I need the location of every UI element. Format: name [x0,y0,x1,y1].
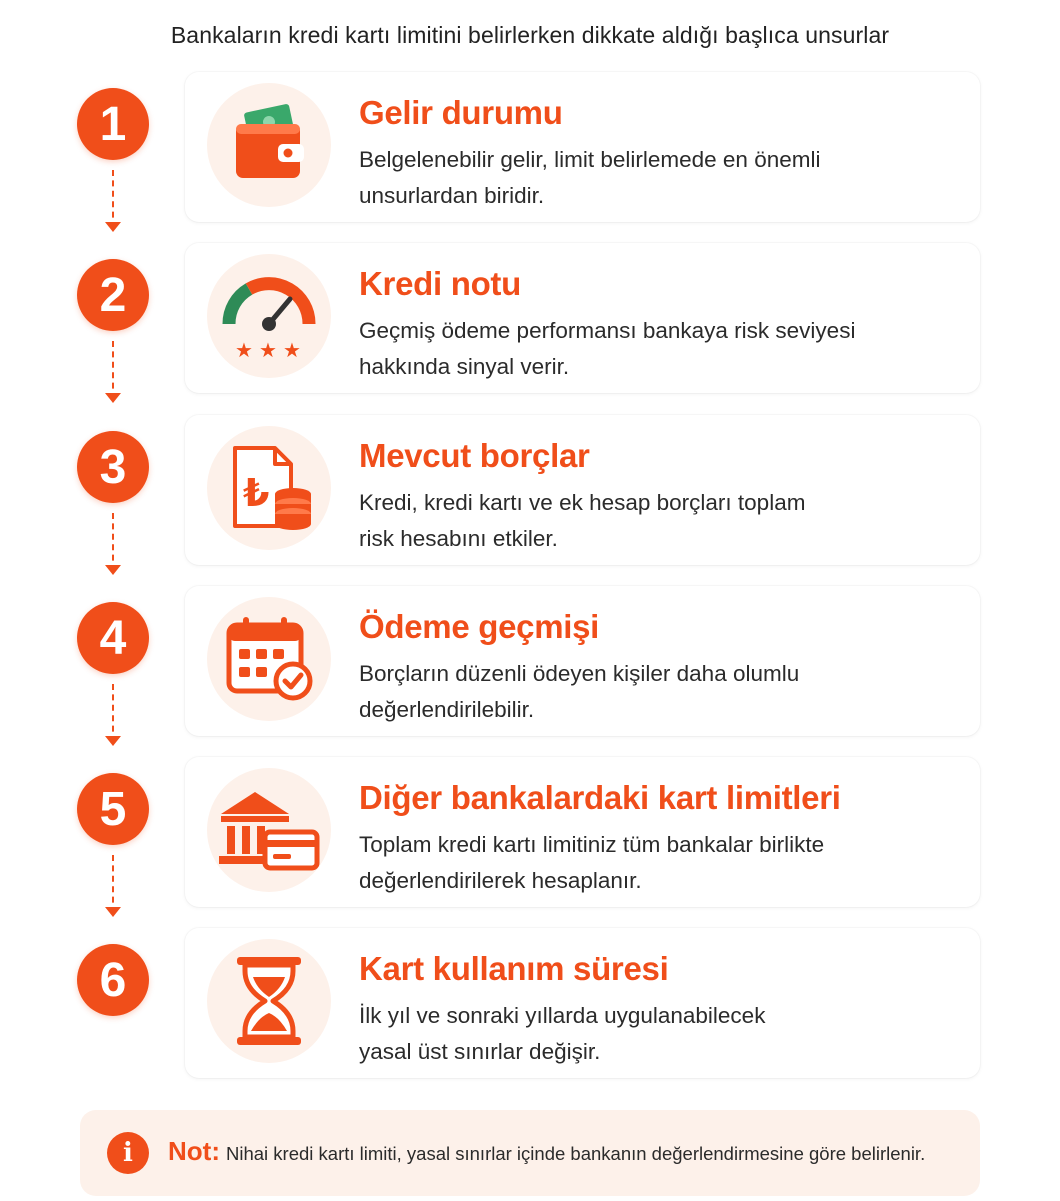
hourglass-icon [229,951,309,1051]
step-description [359,485,939,557]
arrow-down-icon [105,393,121,403]
step-row [0,415,1060,565]
step-number: 2 [77,259,149,331]
description-line: yasal üst sınırlar değişir. [359,1039,601,1064]
description-line: değerlendirilebilir. [359,697,535,722]
step-description [359,656,939,728]
info-icon: i [107,1132,149,1174]
icon-circle [207,83,331,207]
icon-circle [207,426,331,550]
icon-circle [207,254,331,378]
svg-text:★: ★ [283,338,301,362]
dashed-connector [112,513,114,571]
step-title: Diğer bankalardaki kart limitleri [359,779,841,816]
note-box [80,1110,980,1196]
step-row [0,928,1060,1078]
dashed-connector [112,855,114,913]
page-title: Bankaların kredi kartı limitini belirlerken dikkate aldığı başlıca unsurlar [170,22,890,48]
icon-circle [207,939,331,1063]
description-line: İlk yıl ve sonraki yıllarda uygulanabilecek [359,1003,766,1028]
step-description [359,827,939,899]
gauge-icon [219,266,319,366]
calendar-check-icon [221,611,317,707]
step-row [0,243,1060,393]
icon-circle [207,597,331,721]
step-number: 6 [77,944,149,1016]
description-line: Belgelenebilir gelir, limit belirlemede en önemli [359,147,821,172]
note-label: Not: [168,1136,220,1166]
step-description [359,998,939,1070]
step-number: 5 [77,773,149,845]
step-card [185,243,980,393]
step-title: Kart kullanım süresi [359,950,669,987]
dashed-connector [112,170,114,228]
arrow-down-icon [105,222,121,232]
description-line: Geçmiş ödeme performansı bankaya risk seviyesi [359,318,856,343]
step-title: Gelir durumu [359,94,563,131]
step-description [359,142,939,214]
description-line: unsurlardan biridir. [359,183,545,208]
arrow-down-icon [105,736,121,746]
step-card [185,72,980,222]
icon-circle [207,768,331,892]
svg-text:₺: ₺ [243,471,270,515]
wallet-icon [224,100,314,190]
step-number: 3 [77,431,149,503]
description-line: Kredi, kredi kartı ve ek hesap borçları toplam [359,490,806,515]
step-number: 1 [77,88,149,160]
step-card [185,586,980,736]
note-text: Nihai kredi kartı limiti, yasal sınırlar içinde bankanın değerlendirmesine göre belirlenir. [226,1143,926,1164]
dashed-connector [112,684,114,742]
bank-card-icon [217,782,321,878]
lira-document-icon [221,440,317,536]
arrow-down-icon [105,565,121,575]
svg-text:★: ★ [235,338,253,362]
step-title: Ödeme geçmişi [359,608,600,645]
step-card [185,928,980,1078]
arrow-down-icon [105,907,121,917]
step-row [0,72,1060,222]
step-row [0,757,1060,907]
svg-text:★: ★ [259,338,277,362]
dashed-connector [112,341,114,399]
description-line: hakkında sinyal verir. [359,354,570,379]
description-line: Toplam kredi kartı limitiniz tüm bankalar birlikte [359,832,825,857]
step-title: Kredi notu [359,265,521,302]
step-row [0,586,1060,736]
step-number: 4 [77,602,149,674]
step-card [185,415,980,565]
step-title: Mevcut borçlar [359,437,590,474]
step-card [185,757,980,907]
description-line: risk hesabını etkiler. [359,526,558,551]
description-line: Borçların düzenli ödeyen kişiler daha olumlu [359,661,800,686]
step-description [359,313,939,385]
description-line: değerlendirilerek hesaplanır. [359,868,642,893]
